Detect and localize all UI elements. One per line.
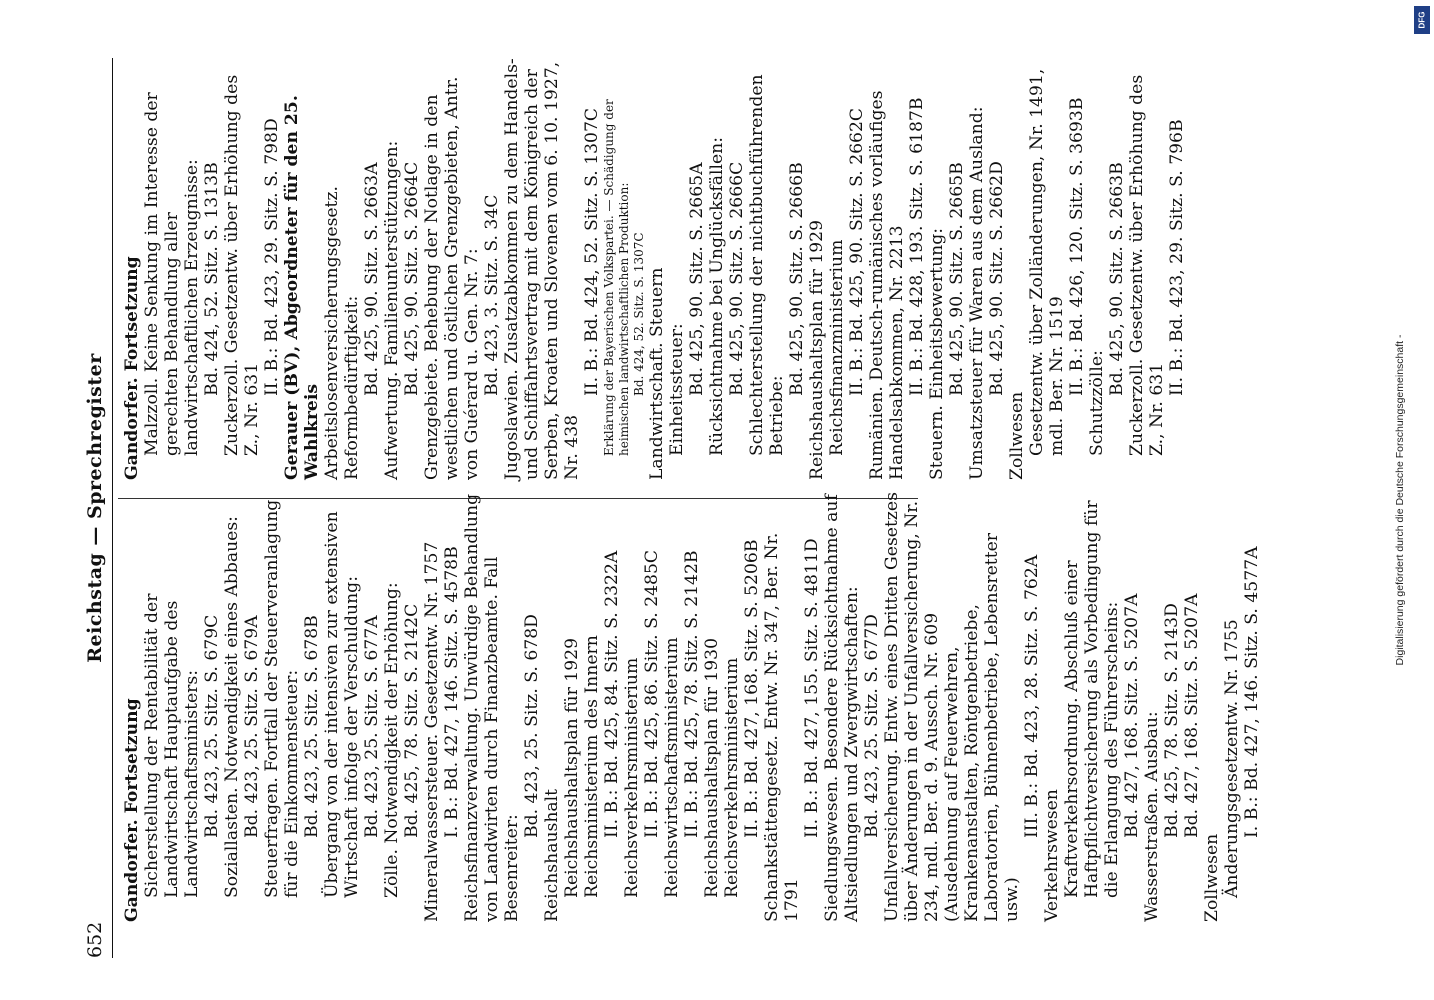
index-entry: Wasserstraßen. Ausbau: [1142,711,1162,922]
citation-ref: Bd. 423, 25. Sitz. S. 678B [302,615,322,838]
citation-ref: II. B.: Bd. 423, 29. Sitz. S. 796B [1167,119,1187,396]
index-entry: Soziallasten. Notwendigkeit eines Abbaues: [222,516,242,898]
citation-ref: Bd. 423, 25. Sitz. S. 678D [522,614,542,838]
citation-ref: Bd. 425, 90. Sitz. S. 2666C [727,161,747,396]
index-entry: Kraftverkehrsordnung. Abschluß einer Haftpflichtversicherung als Vorbedingung für die Erlangung des Führerscheins: [1062,500,1122,898]
dfg-logo-text: DFG [1417,11,1427,29]
running-title: Reichstag — Sprechregister [84,353,106,663]
citation-ref: II. B.: Bd. 425, 90. Sitz. S. 2662C [847,107,867,396]
citation-ref: II. B.: Bd. 427, 155. Sitz. S. 4811D [802,538,822,838]
document-page [78,0,1378,1000]
index-entry: Reichshaushaltsplan für 1929 [807,219,827,480]
citation-ref: Bd. 425, 90. Sitz. S. 2665A [687,162,707,396]
citation-ref: Bd. 425, 90. Sitz. S. 2664C [402,161,422,396]
index-entry: Gesetzentw. über Zolländerungen, Nr. 1491, mdl. Ber. Nr. 1519 [1027,68,1067,456]
citation-ref: I. B.: Bd. 427, 146. Sitz. S. 4577A [1242,546,1262,838]
citation-ref: Bd. 425, 90. Sitz. S. 2663A [362,162,382,396]
dfg-credit-line: Digitalisierung gefördert durch die Deutsche Forschungsgemeinschaft - [1394,334,1406,666]
index-entry: Reichsfinanzverwaltung. Unwürdige Behandlung von Landwirten durch Finanzbeamte. Fall Besenreiter: [462,493,522,922]
index-entry: Zuckerzoll. Gesetzentw. über Erhöhung des Z., Nr. 631 [222,74,262,456]
right-column [122,50,1187,480]
citation-ref: II. B.: Bd. 425, 84. Sitz. S. 2322A [602,550,622,838]
citation-ref: Bd. 427, 168. Sitz. S. 5207A [1182,593,1202,838]
left-column [122,492,1262,922]
index-entry: Zollwesen [1202,833,1222,922]
citation-ref: Bd. 423, 25. Sitz. S. 679A [242,615,262,838]
index-entry: Erklärung der Bayerischen Volkspartei. — Schädigung der heimischen landwirtschaftlichen Produktion: [602,99,631,456]
index-entry: Zuckerzoll. Gesetzentw. über Erhöhung des Z., Nr. 631 [1127,74,1167,456]
index-entry: Grenzgebiete. Behebung der Notlage in den westlichen und östlichen Grenzgebieten, Antr. von Guérard u. Gen. Nr. 7: [422,76,482,480]
citation-ref: Bd. 425, 78. Sitz. S. 2143D [1162,603,1182,838]
index-entry: Sicherstellung der Rentabilität der Landwirtschaft Hauptaufgabe des Landwirtschaftsministers: [142,593,202,898]
citation-ref: I. B.: Bd. 427, 146. Sitz. S. 4578B [442,546,462,838]
index-entry: Reichswirtschaftsministerium [662,637,682,898]
citation-ref: II. B.: Bd. 425, 78. Sitz. S. 2142B [682,550,702,838]
page-number: 652 [84,921,106,958]
index-entry: Steuerfragen. Fortfall der Steuerveranlagung für die Einkommensteuer: [262,499,302,898]
citation-ref: Bd. 424, 52. Sitz. S. 1307C [632,232,646,396]
index-entry: Umsatzsteuer für Waren aus dem Ausland: [967,106,987,480]
index-entry: Übergang von der intensiven zur extensiven Wirtschaft infolge der Verschuldung: [322,511,362,898]
index-entry: Schlechterstellung der nichtbuchführenden Betriebe: [747,74,787,456]
entry-heading: Gandorfer. Fortsetzung [122,256,142,480]
entry-heading: Gandorfer. Fortsetzung [122,698,142,922]
index-entry: Verkehrswesen [1042,789,1062,922]
index-entry: Arbeitslosenversicherungsgesetz. Reformbedürftigkeit: [322,186,362,480]
index-entry: Rücksichtnahme bei Unglücksfällen: [707,136,727,456]
entry-heading: Gerauer (BV), Abgeordneter für den 25. Wahlkreis [282,95,322,480]
citation-ref: III. B.: Bd. 423, 28. Sitz. S. 762A [1022,554,1042,838]
dfg-logo [1414,6,1430,34]
citation-ref: Bd. 424, 52. Sitz. S. 1313B [202,162,222,396]
citation-ref: Bd. 425, 90. Sitz. S. 2662D [987,161,1007,396]
index-entry: Jugoslawien. Zusatzabkommen zu dem Handels- und Schiffahrtsvertrag mit dem Königreich der Serben, Kroaten und Slovenen vom 6. 10. 1927, Nr. 438 [502,58,582,480]
citation-ref: Bd. 427, 168. Sitz. S. 5207A [1122,593,1142,838]
index-entry: Reichshaushaltsplan für 1930 [702,637,722,898]
index-entry: Malzzoll. Keine Senkung im Interesse der gerechten Behandlung aller landwirtschaftlichen Erzeugnisse: [142,92,202,456]
citation-ref: II. B.: Bd. 423, 29. Sitz. S. 798D [262,118,282,396]
index-entry: Aufwertung. Familienunterstützungen: [382,140,402,480]
citation-ref: II. B.: Bd. 424, 52. Sitz. S. 1307C [582,107,602,396]
index-entry: Schutzzölle: [1087,350,1107,456]
citation-ref: Bd. 423, 3. Sitz. S. 34C [482,194,502,396]
index-entry: Reichsfinanzministerium [827,239,847,456]
index-entry: Einheitssteuer: [667,323,687,456]
citation-ref: Bd. 425, 78. Sitz. S. 2142C [402,603,422,838]
index-entry: Unfallversicherung. Entw. eines Dritten Gesetzes über Änderungen in der Unfallversicherung, Nr. 234, mdl. Ber. d. 9. Aussch. Nr. 609 (Ausdehnung auf Feuerwehren, Krankenanstalten, Röntgenbetriebe, Laboratorien, Bühnenbetriebe, Lebensretter usw.) [882,492,1022,922]
index-entry: Reichsministerium des Innern [582,635,602,898]
citation-ref: II. B.: Bd. 428, 193. Sitz. S. 6187B [907,97,927,396]
index-entry: Mineralwassersteuer. Gesetzentw. Nr. 1757 [422,541,442,922]
index-entry: Schankstättengesetz. Entw. Nr. 347, Ber. Nr. 1791 [762,532,802,922]
index-entry: Rumänien. Deutsch-rumänisches vorläufiges Handelsabkommen, Nr. 2213 [867,90,907,480]
citation-ref: Bd. 425, 90. Sitz. S. 2665B [947,162,967,396]
citation-ref: Bd. 423, 25. Sitz. S. 679C [202,614,222,838]
citation-ref: Bd. 423, 25. Sitz. S. 677A [362,615,382,838]
index-entry: Änderungsgesetzentw. Nr. 1755 [1222,619,1242,898]
index-entry: Zollwesen [1007,391,1027,480]
citation-ref: Bd. 425, 90. Sitz. S. 2666B [787,162,807,396]
citation-ref: II. B.: Bd. 425, 86. Sitz. S. 2485C [642,549,662,838]
index-entry: Zölle. Notwendigkeit der Erhöhung: [382,582,402,898]
citation-ref: II. B.: Bd. 427, 168. Sitz. S. 5206B [742,539,762,838]
index-entry: Siedlungswesen. Besondere Rücksichtnahme auf Altsiedlungen und Zwergwirtschaften: [822,494,862,922]
citation-ref: Bd. 423, 25. Sitz. S. 677D [862,614,882,838]
index-entry: Steuern. Einheitsbewertung: [927,228,947,480]
index-entry: Reichsverkehrsministerium [622,657,642,898]
index-entry: Reichsverkehrsministerium [722,657,742,898]
citation-ref: II. B.: Bd. 426, 120. Sitz. S. 3693B [1067,97,1087,396]
page-header [78,58,113,958]
index-entry: Reichshaushaltsplan für 1929 [562,637,582,898]
citation-ref: Bd. 425, 90. Sitz. S. 2663B [1107,162,1127,396]
index-entry: Reichshaushalt [542,788,562,922]
index-entry: Landwirtschaft. Steuern [647,267,667,480]
